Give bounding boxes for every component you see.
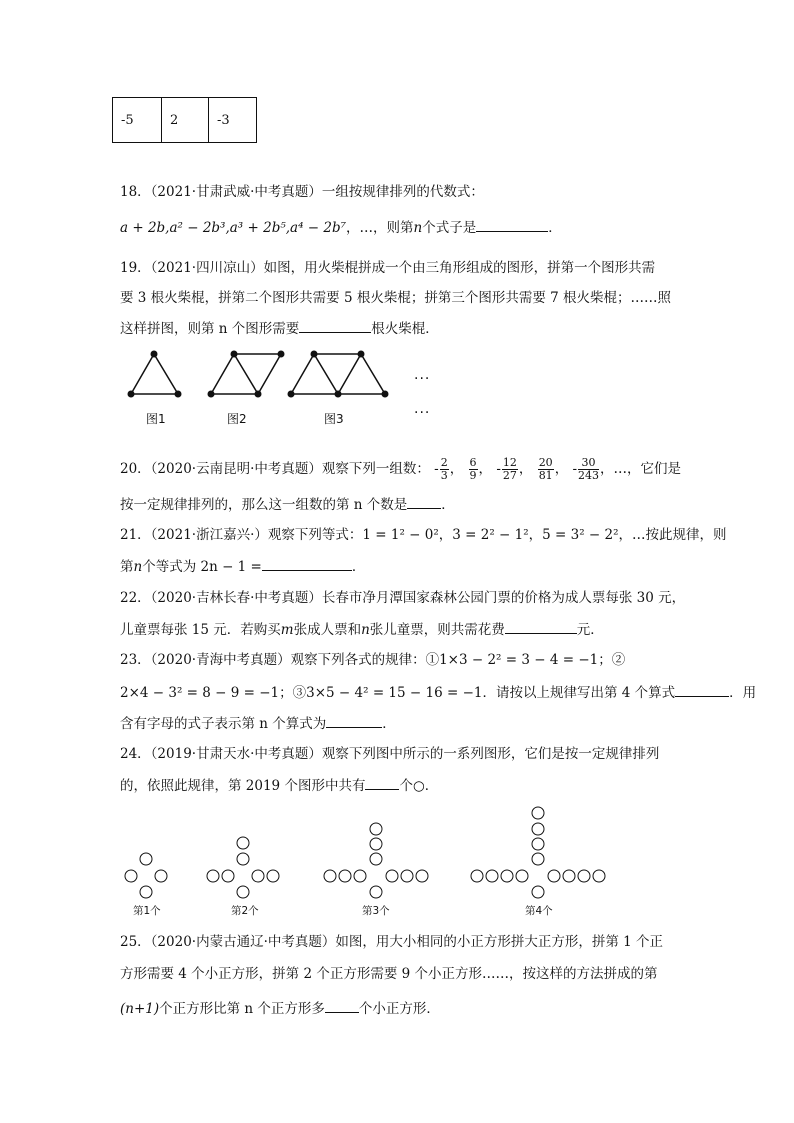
- q20-tail: ，…，它们是: [600, 461, 682, 477]
- q19-line2: 要 3 根火柴棍，拼第二个图形共需要 5 根火柴棍；拼第三个图形共需要 7 根火柴棍；……照: [120, 290, 672, 306]
- q24-line2b: 个○．: [399, 778, 439, 794]
- q23-line3b: ．: [382, 716, 396, 732]
- q20-line2b: ．: [441, 497, 455, 513]
- numerator: 6: [469, 456, 477, 469]
- q21-line2a: 第: [120, 559, 134, 575]
- sign: -: [496, 461, 501, 477]
- q25-line1: 25．（2020·内蒙古通辽·中考真题）如图，用大小相同的小正方形拼大正方形，拼第 1 个正: [120, 934, 664, 950]
- figure-label: 图3: [324, 412, 344, 426]
- q23-line1: 23．（2020·青海中考真题）观察下列各式的规律：①1×3 − 2² = 3 − 4 = −1；②: [120, 652, 626, 668]
- q18-line1: 18．（2021·甘肃武威·中考真题）一组按规律排列的代数式：: [120, 184, 484, 200]
- figure-label: 图1: [146, 412, 166, 426]
- q24-line2a: 的，依照此规律，第 2019 个图形中共有: [120, 778, 366, 794]
- denominator: 81: [538, 469, 553, 482]
- sign: -: [434, 461, 439, 477]
- q25-n-plus-1: (n+1): [120, 1001, 160, 1017]
- denominator: 9: [469, 469, 477, 482]
- table-cell: -3: [208, 97, 257, 143]
- sign: -: [572, 461, 578, 477]
- q21-line2b: 个等式为 2n − 1 =: [142, 559, 262, 575]
- q22-line2a: 儿童票每张 15 元．若购买: [120, 622, 281, 638]
- ellipsis-dots: ···: [414, 371, 431, 387]
- q18-n: n: [413, 220, 423, 236]
- denominator: 3: [440, 469, 448, 482]
- q23-line2b: ．用: [729, 685, 757, 701]
- ellipsis-dots: ···: [414, 405, 431, 421]
- numerator: 2: [440, 456, 448, 469]
- figure-label: 第4个: [525, 905, 553, 917]
- figure-label: 图2: [227, 412, 247, 426]
- q22-n: n: [361, 622, 370, 638]
- q20-line1: 20．（2020·云南昆明·中考真题）观察下列一组数： - $\frac{2}{3}$ ， $\frac{6}{9}$ ， - $\frac{12}{27}$ ， $\frac{20}{81}$ ， - $\frac{30}{243}$ ，…，它们是: [120, 456, 682, 482]
- numerator: 30: [578, 457, 599, 470]
- q25-line3c: 个小正方形．: [358, 1001, 440, 1017]
- denominator: 243: [578, 469, 600, 482]
- q19-line1: 19．（2021·四川凉山）如图，用火柴棍拼成一个由三角形组成的图形，拼第一个图形共需: [120, 260, 656, 276]
- q18-expression: a + 2b,a² − 2b³,a³ + 2b⁵,a⁴ − 2b⁷: [120, 220, 347, 236]
- figure-label: 第2个: [231, 905, 259, 917]
- answer-blank[interactable]: [325, 998, 359, 1013]
- q19-line3a: 这样拼图，则第 n 个图形需要: [120, 321, 300, 337]
- q18-tail-a: ，…，则第: [346, 220, 414, 236]
- q22-m: m: [280, 622, 294, 638]
- denominator: 27: [502, 469, 517, 482]
- figure-label: 第3个: [362, 905, 390, 917]
- numerator: 12: [502, 456, 517, 469]
- q22-line1: 22．（2020·吉林长春·中考真题）长春市净月潭国家森林公园门票的价格为成人票每张 30 元，: [120, 590, 686, 606]
- q21-line1: 21．（2021·浙江嘉兴·）观察下列等式：1 = 1² − 0²，3 = 2² − 1²，5 = 3² − 2²，…按此规律，则: [120, 527, 727, 543]
- figure-label: 第1个: [133, 905, 161, 917]
- q21-n: n: [133, 559, 143, 575]
- numerator: 20: [538, 456, 553, 469]
- q20-intro: 20．（2020·云南昆明·中考真题）观察下列一组数：: [120, 461, 430, 477]
- table-cell: 2: [161, 97, 209, 143]
- q23-line2a: 2×4 − 3² = 8 − 9 = −1；③3×5 − 4² = 15 − 16 = −1．请按以上规律写出第 4 个算式: [120, 685, 676, 701]
- q25-line2: 方形需要 4 个小正方形，拼第 2 个正方形需要 9 个小正方形……，按这样的方法拼成的第: [120, 966, 658, 982]
- q23-line3a: 含有字母的式子表示第 n 个算式为: [120, 716, 327, 732]
- q22-line2c: 张儿童票，则共需花费: [369, 622, 505, 638]
- q25-line3: [120, 998, 440, 1019]
- q18-end: ．: [548, 220, 562, 236]
- q19-line3b: 根火柴棍．: [371, 321, 439, 337]
- q25-line3b: 个正方形比第 n 个正方形多: [159, 1001, 325, 1017]
- q24-line1: 24．（2019·甘肃天水·中考真题）观察下列图中所示的一系列图形，它们是按一定规律排列: [120, 746, 660, 762]
- q20-line2a: 按一定规律排列的，那么这一组数的第 n 个数是: [120, 497, 408, 513]
- q21-line2c: ．: [351, 559, 366, 575]
- q22-line2b: 张成人票和: [293, 622, 362, 638]
- q18-tail-b: 个式子是: [422, 220, 477, 236]
- q22-line2d: 元．: [576, 622, 604, 638]
- table-cell: -5: [112, 97, 162, 143]
